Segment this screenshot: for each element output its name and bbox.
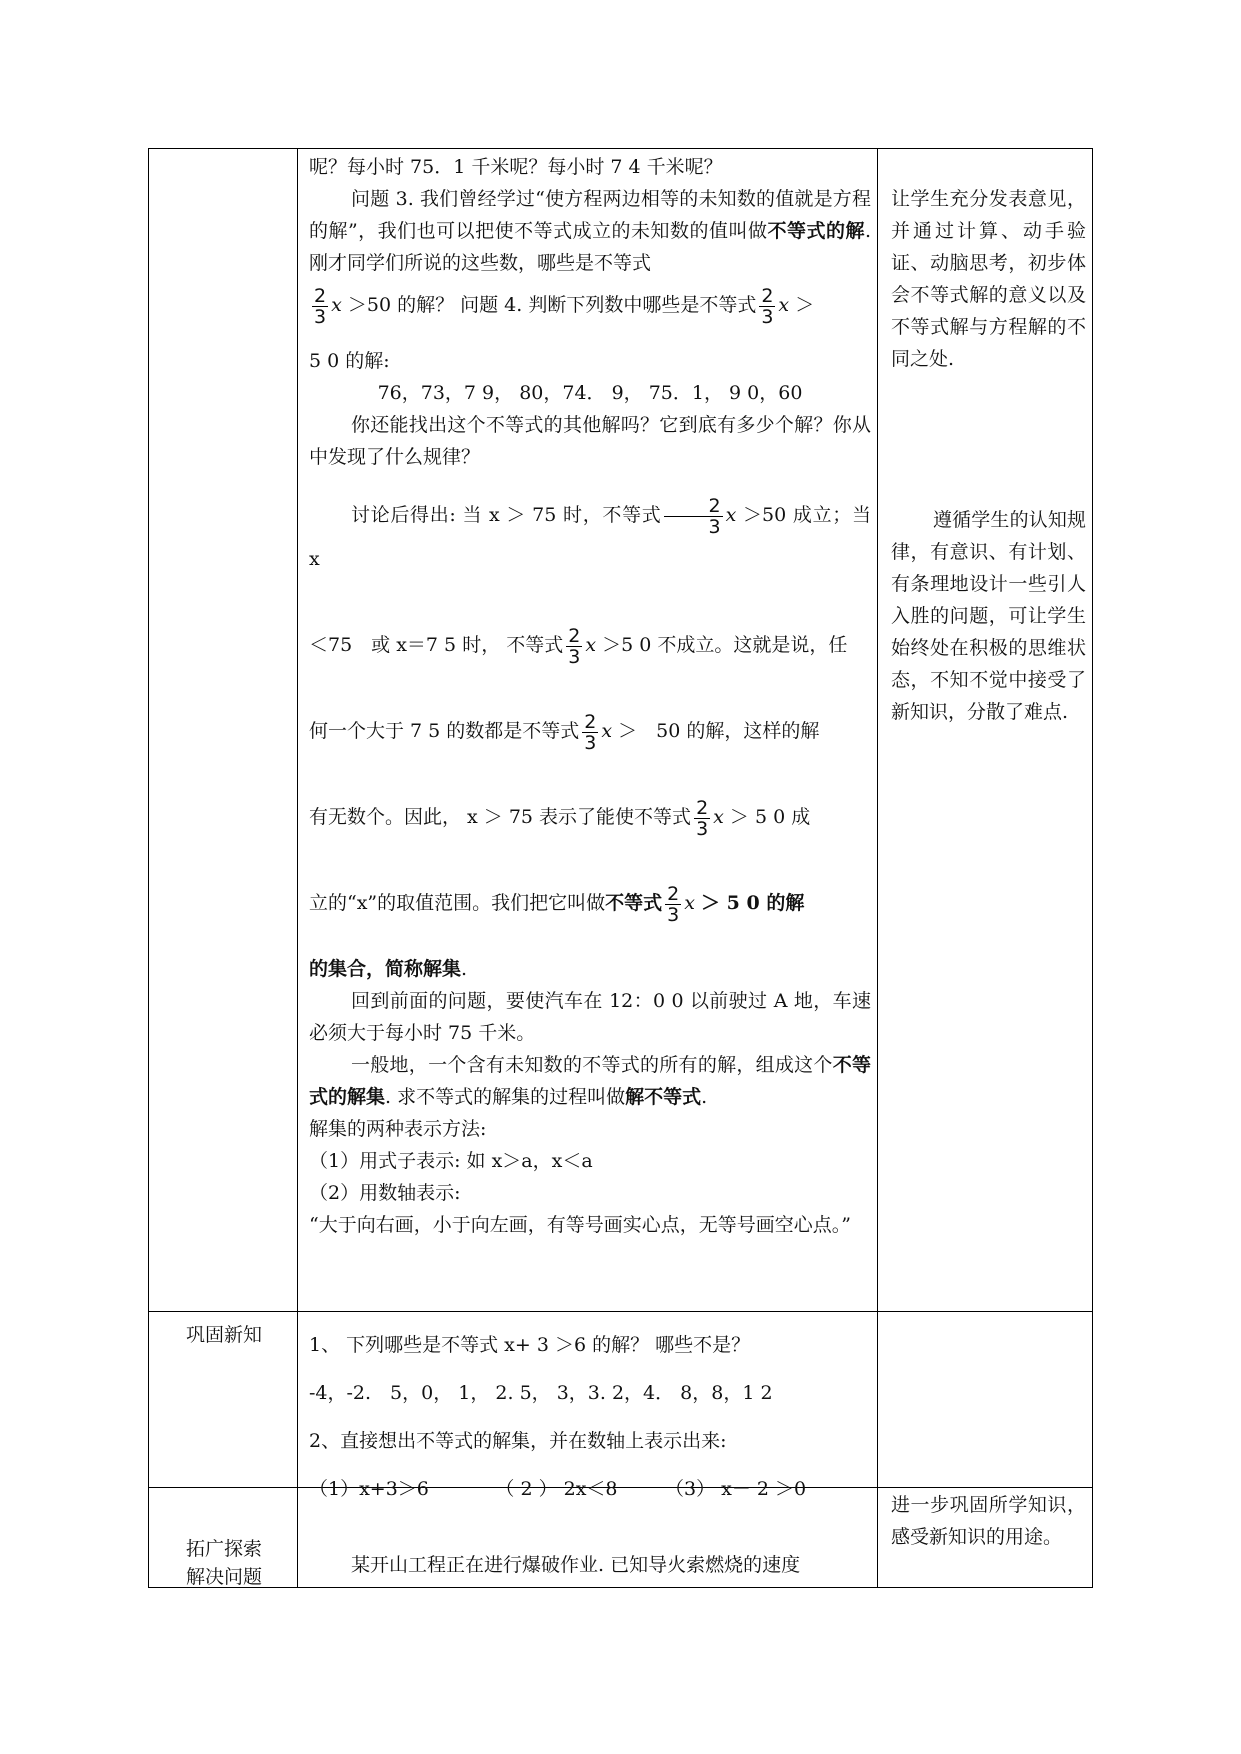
row1-note-2: 遵循学生的认知规律，有意识、有计划、有条理地设计一些引人入胜的问题，可让学生始终处在积极的思维状态，不知不觉中接受了新知识，分散了难点. [891,509,1086,723]
row2-label: 巩固新知 [185,1324,262,1346]
para-infinite: 有无数个。因此， x ＞ 75 表示了能使不等式 $\frac{2}{3}$ x ＞ 5 0 成 [309,796,811,840]
row3-label: 拓广探索 解决问题 [185,1538,262,1588]
fraction-two-thirds: $\frac{2}{3}$ [584,710,597,754]
row1-note-1: 让学生充分发表意见，并通过计算、动手验证、动脑思考，初步体会不等式解的意义以及不等式解与方程解的不同之处. [891,188,1086,370]
lesson-table [148,148,1093,1588]
term-inequality-solution: 不等式的解 [767,220,865,242]
exercise-1-numbers: -4，-2. 5，0， 1， 2. 5， 3，3. 2，4． 8，8，1 2 [309,1382,773,1404]
para-less-than: ＜75 或 x＝7 5 时， 不等式 $\frac{2}{3}$ x ＞5 0 不成立。这就是说，任 [309,624,848,668]
para-two-ways: 解集的两种表示方法: [309,1118,487,1140]
term-solution-set: 的集合，简称解集 [309,958,462,980]
para-discussion: 讨论后得出: 当 x ＞ 75 时，不等式 $\frac{2}{3}$ x ＞50 成立；当 x [309,494,871,570]
fraction-two-thirds: $\frac{2}{3}$ [667,882,680,926]
row1-content [299,151,879,1311]
para-solution-set: 的集合，简称解集. [309,958,468,980]
para-any-number: 何一个大于 7 5 的数都是不等式 $\frac{2}{3}$ x ＞ 50 的解，这样的解 [309,710,820,754]
row2-content [299,1321,879,1500]
fraction-two-thirds: $\frac{2}{3}$ [314,284,327,328]
para-question3: 问题 3. 我们曾经学过“使方程两边相等的未知数的值就是方程的解”，我们也可以把使不等式成立的未知数的值叫做不等式的解. 刚才同学们所说的这些数，哪些是不等式 [309,188,871,274]
exercise-2-items: （1）x+3＞6 （ 2 ） 2x＜8 （3） x－ 2 ＞0 [309,1478,807,1500]
row-divider-1 [149,1311,1092,1312]
para-rule: “大于向右画，小于向左画，有等号画实心点，无等号画空心点。” [309,1214,851,1236]
exercise-1: 1、 下列哪些是不等式 x+ 3 ＞6 的解？ 哪些不是？ [309,1334,751,1356]
para-find-more: 你还能找出这个不等式的其他解吗？它到底有多少个解？你从中发现了什么规律？ [309,414,871,468]
para-way2: （2）用数轴表示: [309,1182,461,1204]
para-speed: 呢？每小时 75．1 千米呢？每小时 7 4 千米呢？ [309,156,723,178]
para-range: 立的“x”的取值范围。我们把它叫做不等式 $\frac{2}{3}$ x ＞ 5 0 的解 [309,882,805,926]
fraction-two-thirds: $\frac{2}{3}$ [761,284,774,328]
row3-note: 进一步巩固所学知识，感受新知识的用途。 [891,1494,1086,1548]
para-question4: $\frac{2}{3}$ x ＞50 的解？ 问题 4. 判断下列数中哪些是不等式 $\frac{2}{3}$ x ＞ [314,284,815,328]
row2-note [879,1321,1092,1481]
para-way1: （1）用式子表示: 如 x＞a，x＜a [309,1150,593,1172]
candidate-numbers: 76，73，7 9， 80，74． 9， 75．1， 9 0，60 [377,382,803,404]
fraction-two-thirds: $\frac{2}{3}$ [664,496,722,537]
exercise-2: 2、直接想出不等式的解集，并在数轴上表示出来: [309,1430,727,1452]
fraction-two-thirds: $\frac{2}{3}$ [696,796,709,840]
para-question4-tail: 5 0 的解: [309,350,390,372]
row3-content: 某开山工程正在进行爆破作业. 已知导火索燃烧的速度 [351,1554,801,1576]
fraction-two-thirds: $\frac{2}{3}$ [568,624,581,668]
row1-label [149,149,299,1311]
para-general: 一般地，一个含有未知数的不等式的所有的解，组成这个不等式的解集. 求不等式的解集的过程叫做解不等式. [309,1054,871,1108]
para-back: 回到前面的问题，要使汽车在 12：0 0 以前驶过 A 地，车速必须大于每小时 75 千米。 [309,990,871,1044]
